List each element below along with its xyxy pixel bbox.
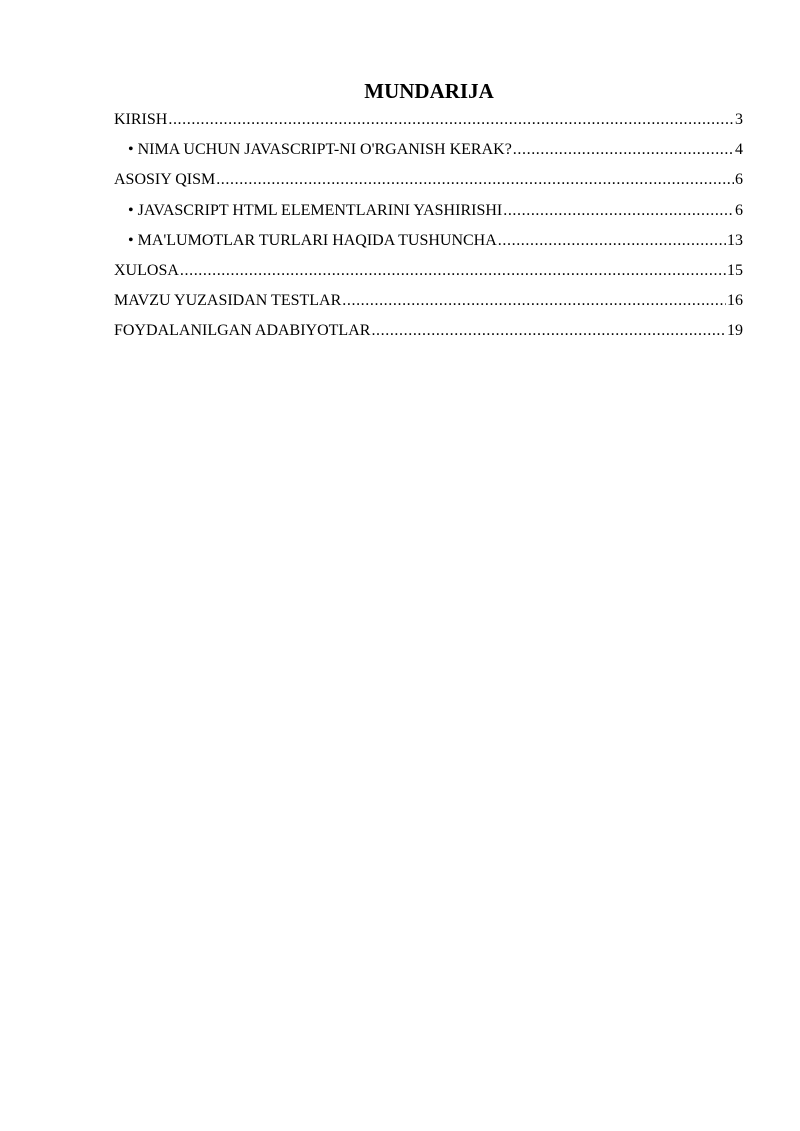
toc-entry-malumotlar-turlari[interactable] xyxy=(114,229,743,259)
toc-dot-leader xyxy=(513,138,734,162)
page-title: MUNDARIJA xyxy=(364,79,494,103)
toc-dot-leader xyxy=(503,199,734,223)
toc-entry-label: XULOSA xyxy=(114,261,179,279)
toc-dot-leader xyxy=(371,319,726,343)
toc-dot-leader xyxy=(168,108,734,132)
toc-entry-label: FOYDALANILGAN ADABIYOTLAR xyxy=(114,322,371,340)
toc-entry-label: MAVZU YUZASIDAN TESTLAR xyxy=(114,292,342,310)
toc-entry-page: 19 xyxy=(727,322,743,340)
toc-entry-label: • MA'LUMOTLAR TURLARI HAQIDA TUSHUNCHA xyxy=(128,231,497,249)
toc-entry-page: 15 xyxy=(727,261,743,279)
toc-dot-leader xyxy=(342,289,726,313)
toc-entry-javascript-html[interactable] xyxy=(114,199,743,229)
toc-entry-label: • JAVASCRIPT HTML ELEMENTLARINI YASHIRISHI xyxy=(128,201,503,219)
toc-entry-xulosa[interactable] xyxy=(114,259,743,289)
toc-entry-kirish[interactable] xyxy=(114,108,743,138)
toc-entry-page: 6 xyxy=(735,201,743,219)
toc-dot-leader xyxy=(498,229,726,253)
toc-entry-page: 16 xyxy=(727,292,743,310)
table-of-contents xyxy=(114,108,743,350)
toc-entry-nima-uchun[interactable] xyxy=(114,138,743,168)
toc-entry-asosiy-qism[interactable] xyxy=(114,168,743,198)
toc-dot-leader xyxy=(216,168,734,192)
toc-entry-page: 6 xyxy=(735,171,743,189)
toc-entry-page: 3 xyxy=(735,111,743,128)
toc-entry-label: • NIMA UCHUN JAVASCRIPT-NI O'RGANISH KERAK? xyxy=(128,141,512,159)
toc-entry-page: 4 xyxy=(735,141,743,159)
toc-entry-adabiyotlar[interactable] xyxy=(114,319,743,349)
toc-entry-label: KIRISH xyxy=(114,111,168,128)
toc-entry-label: ASOSIY QISM xyxy=(114,171,216,189)
toc-entry-page: 13 xyxy=(727,231,743,249)
toc-entry-mavzu-testlar[interactable] xyxy=(114,289,743,319)
toc-dot-leader xyxy=(180,259,726,283)
